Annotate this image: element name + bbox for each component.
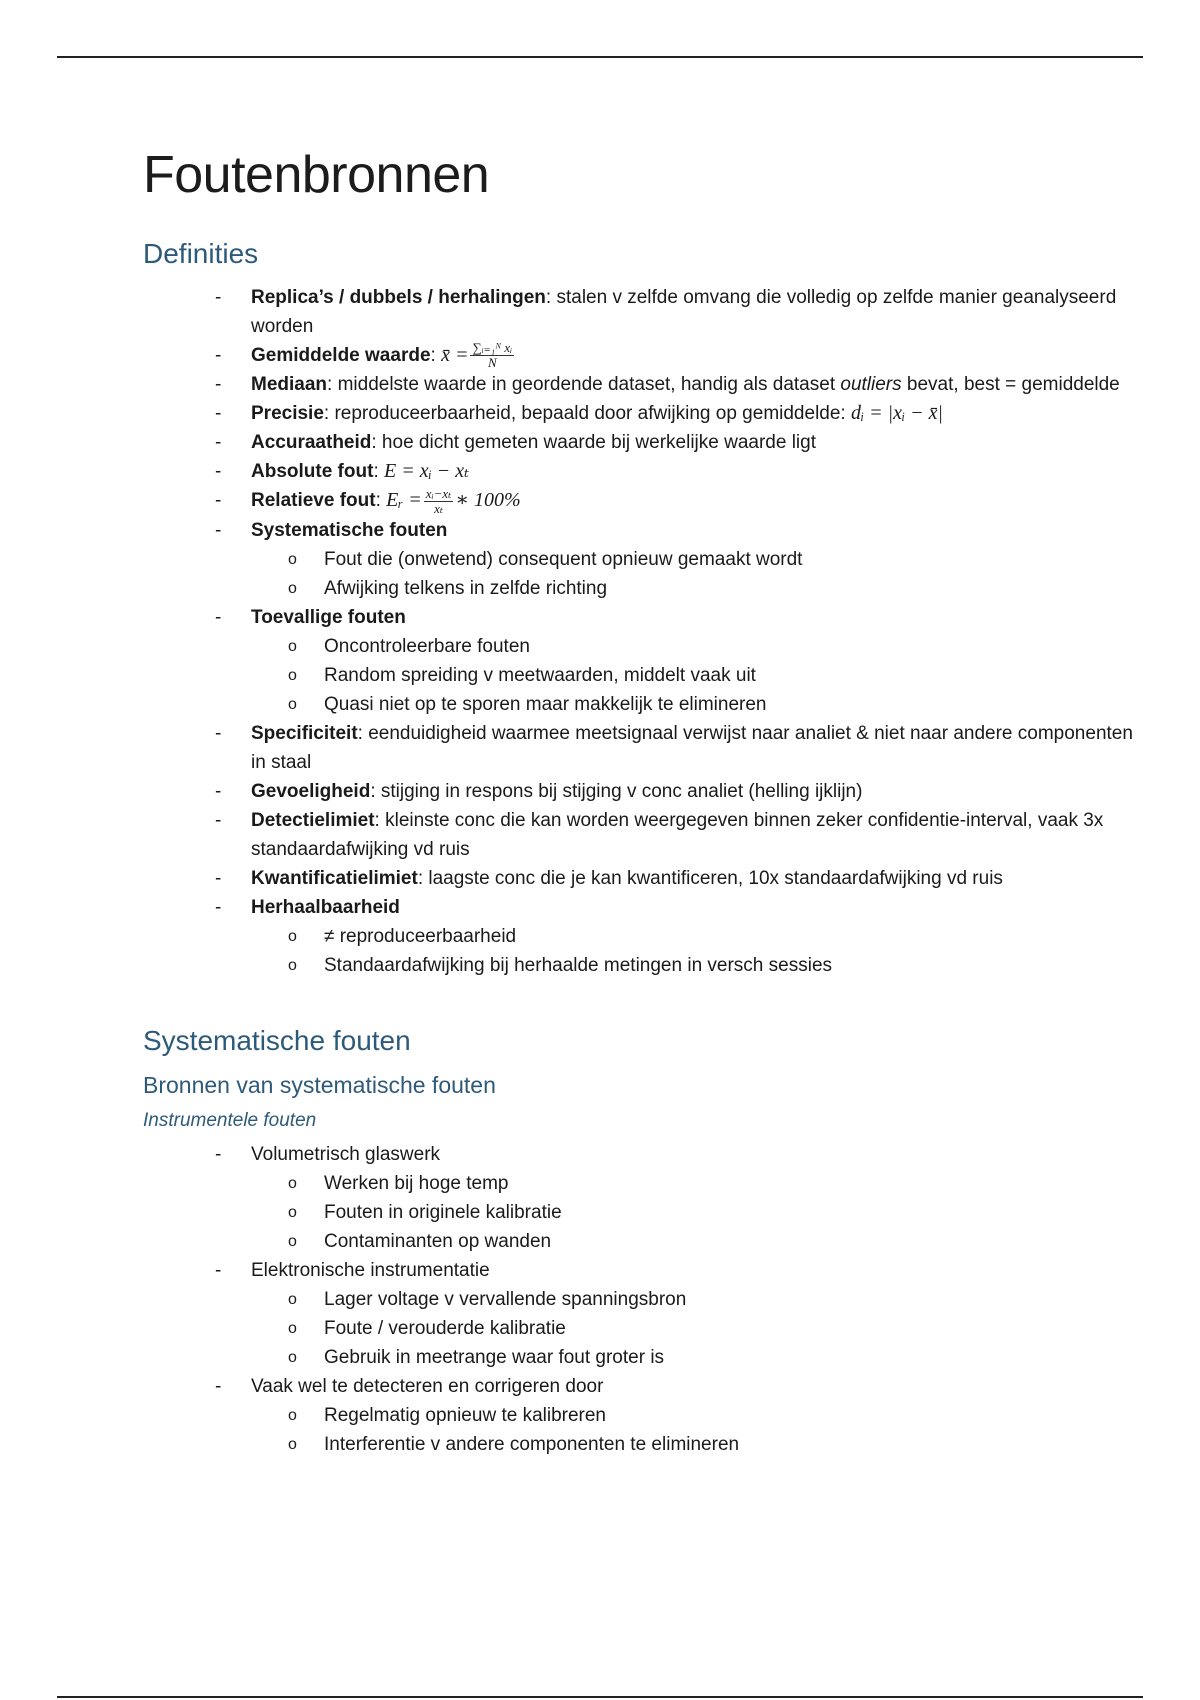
precision-formula: dᵢ = |xᵢ − x̄| <box>850 402 944 425</box>
sub-list <box>251 1169 1133 1256</box>
sources-subheading: Bronnen van systematische fouten <box>143 1071 496 1098</box>
sub-list <box>251 1401 1133 1459</box>
list-item: - Mediaan: middelste waarde in geordende dataset, handig als dataset outliers bevat, best = gemiddelde <box>251 370 1133 399</box>
list-item: - Specificiteit: eenduidigheid waarmee meetsignaal verwijst naar analiet & niet naar andere componenten in staal <box>251 719 1133 777</box>
document-body <box>143 145 1133 1459</box>
list-item: - Toevallige fouten o Oncontroleerbare fouten o Random spreiding v meetwaarden, middelt vaak uit o Quasi niet op te sporen maar makkelijk te elimineren <box>251 603 1133 719</box>
list-item: - Replica’s / dubbels / herhalingen: stalen v zelfde omvang die volledig op zelfde manier geanalyseerd worden <box>251 283 1133 341</box>
sub-list-item: o Lager voltage v vervallende spanningsbron <box>324 1285 1133 1314</box>
sub-list-item: o Regelmatig opnieuw te kalibreren <box>324 1401 1133 1430</box>
relative-error-formula: Eᵣ = <box>386 489 422 512</box>
list-item: - Precisie: reproduceerbaarheid, bepaald door afwijking op gemiddelde: dᵢ = |xᵢ − x̄| <box>251 399 1133 428</box>
absolute-error-formula: E = xᵢ − xₜ <box>384 460 470 483</box>
list-item: - Systematische fouten o Fout die (onwetend) consequent opnieuw gemaakt wordt o Afwijking telkens in zelfde richting <box>251 516 1133 603</box>
sub-list-item: o Afwijking telkens in zelfde richting <box>324 574 1133 603</box>
sub-list-item: o Quasi niet op te sporen maar makkelijk te elimineren <box>324 690 1133 719</box>
definitions-heading: Definities <box>143 238 259 269</box>
sub-list-item: o Contaminanten op wanden <box>324 1227 1133 1256</box>
sub-list-item: o ≠ reproduceerbaarheid <box>324 922 1133 951</box>
systematic-heading: Systematische fouten <box>143 1024 411 1056</box>
relative-error-fraction: $\frac{\text{xᵢ−xₜ}}{\text{xₜ}}$ <box>425 485 452 516</box>
list-item: - Accuraatheid: hoe dicht gemeten waarde bij werkelijke waarde ligt <box>251 428 1133 457</box>
instrumental-list <box>143 1140 1133 1459</box>
footer-rule <box>57 1696 1143 1698</box>
sub-list-item: o Foute / verouderde kalibratie <box>324 1314 1133 1343</box>
list-item: - Relatieve fout: Eᵣ = $\frac{\text{xᵢ−xₜ}}{\text{xₜ}}$ ∗ 100% <box>251 486 1133 515</box>
list-item: - Volumetrisch glaswerk o Werken bij hoge temp o Fouten in originele kalibratie o Contaminanten op wanden <box>251 1140 1133 1256</box>
sub-list-item: o Random spreiding v meetwaarden, middelt vaak uit <box>324 661 1133 690</box>
list-item: - Absolute fout: E = xᵢ − xₜ <box>251 457 1133 486</box>
sub-list <box>251 632 1133 719</box>
sub-list-item: o Fout die (onwetend) consequent opnieuw gemaakt wordt <box>324 545 1133 574</box>
mean-fraction: $\frac{\text{∑ᵢ₌₁ᴺ xᵢ}}{N}$ <box>472 340 513 371</box>
sub-list-item: o Fouten in originele kalibratie <box>324 1198 1133 1227</box>
list-item: - Gevoeligheid: stijging in respons bij stijging v conc analiet (helling ijklijn) <box>251 777 1133 806</box>
sub-list-item: o Interferentie v andere componenten te elimineren <box>324 1430 1133 1459</box>
sub-list-item: o Oncontroleerbare fouten <box>324 632 1133 661</box>
sub-list <box>251 922 1133 980</box>
definitions-list <box>143 283 1133 980</box>
list-item: - Vaak wel te detecteren en corrigeren door o Regelmatig opnieuw te kalibreren o Interferentie v andere componenten te elimineren <box>251 1372 1133 1459</box>
page-title: Foutenbronnen <box>143 146 490 204</box>
mean-formula: x̄ = <box>441 344 469 366</box>
sub-list-item: o Gebruik in meetrange waar fout groter is <box>324 1343 1133 1372</box>
sub-list <box>251 545 1133 603</box>
list-item: - Detectielimiet: kleinste conc die kan worden weergegeven binnen zeker confidentie-interval, vaak 3x standaardafwijking vd ruis <box>251 806 1133 864</box>
list-item: - Gemiddelde waarde: x̄ = $\frac{\text{∑ᵢ₌₁ᴺ xᵢ}}{N}$ <box>251 341 1133 370</box>
list-item: - Elektronische instrumentatie o Lager voltage v vervallende spanningsbron o Foute / verouderde kalibratie o Gebruik in meetrange waar fout groter is <box>251 1256 1133 1372</box>
instrumental-subheading: Instrumentele fouten <box>143 1109 317 1131</box>
header-rule <box>57 56 1143 58</box>
list-item: - Herhaalbaarheid o ≠ reproduceerbaarheid o Standaardafwijking bij herhaalde metingen in versch sessies <box>251 893 1133 980</box>
sub-list-item: o Standaardafwijking bij herhaalde metingen in versch sessies <box>324 951 1133 980</box>
sub-list-item: o Werken bij hoge temp <box>324 1169 1133 1198</box>
sub-list <box>251 1285 1133 1372</box>
list-item: - Kwantificatielimiet: laagste conc die je kan kwantificeren, 10x standaardafwijking vd ruis <box>251 864 1133 893</box>
